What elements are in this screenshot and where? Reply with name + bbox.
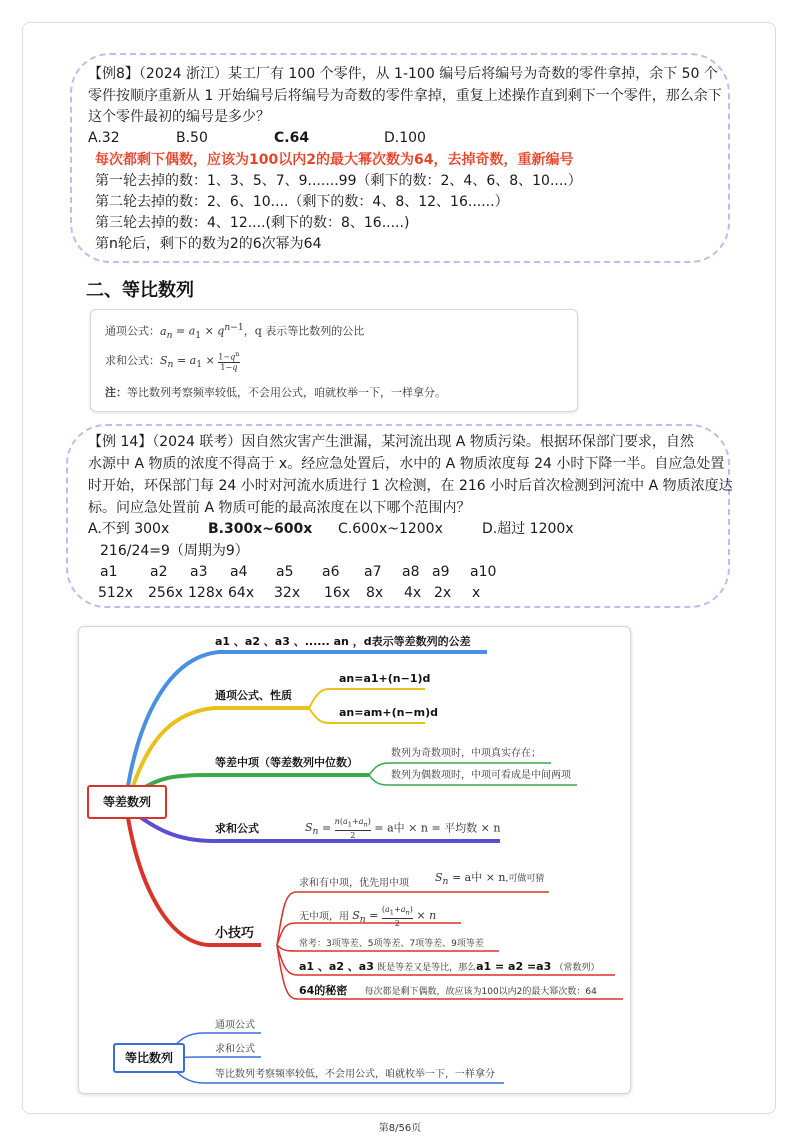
ex8-option-d: D.100 [384,130,426,146]
formula-note-text: 等比数列考察频率较低，不会用公式，咱就枚举一下，一样拿分。 [127,386,446,399]
mindmap-root-arithmetic: 等差数列 [87,785,167,819]
ex8-option-a: A.32 [88,130,120,146]
formula-card [90,309,578,412]
sum-formula: 求和公式：$S_n = a_1$ × $\frac{1-q^n}{1-q}$ [105,350,240,372]
mm-b3b: 数列为偶数项时，中项可看成是中间两项 [391,770,571,781]
ex14-term: a1 [100,564,118,580]
ex8-round-n: 第n轮后，剩下的数为2的6次幂为64 [95,236,322,252]
mm-b5c: 常考：3项等差、5项等差、7项等差、9项等差 [299,939,484,949]
ex14-term: a2 [150,564,168,580]
mm-b1: a1 、a2 、a3 、...... an ，d表示等差数列的公差 [215,635,471,648]
mm-b5b-label: 无中项，用 [299,911,349,923]
mm-b5b: 无中项，用 $S_n$ = $\frac{(a_1+a_n)}{2}$ × n [299,905,437,928]
ex14-value: 64x [228,585,255,601]
mm-b3a: 数列为奇数项时，中项真实存在； [391,748,541,759]
ex8-round-2: 第二轮去掉的数：2、6、10....（剩下的数：4、8、12、16......） [95,194,509,210]
formula-note-label: 注： [105,386,127,399]
ex14-value: 2x [434,585,452,601]
mm-c2: 求和公式 [215,1044,255,1055]
ex14-value: x [472,585,481,601]
mindmap-card [78,626,631,1094]
mm-b5e [299,984,597,999]
ex14-question-line3: 时开始，环保部门每 24 小时对河流水质进行 1 次检测，在 216 小时后首次检测到河流中 A 物质浓度达 [88,478,733,494]
mm-b5: 小技巧 [215,926,255,941]
ex14-question-line4: 标。问应急处置前 A 物质可能的最高浓度在以下哪个范围内？ [88,500,471,516]
mm-b2a: an=a1+(n−1)d [339,672,431,685]
mm-b5d-terms: a1 、a2 、a3 [299,960,374,973]
ex14-term: a10 [470,564,497,580]
formula-note [105,384,446,400]
mm-b4-formula: $S_n$ = $\frac{n(a_1+a_n)}{2}$ = a中 × n = 平均数 × n [305,817,501,840]
ex8-question-line3: 这个零件最初的编号是多少？ [88,109,270,125]
ex14-option-c: C.600x~1200x [338,521,443,537]
general-formula: 通项公式：$a_n = a_1 \times q^{n-1}$，q 表示等比数列的公比 [105,322,365,341]
mm-b4-expr: = a中 × n = 平均数 × n [374,821,501,835]
ex14-option-a: A.不到 300x [88,521,170,537]
ex14-term: a9 [432,564,450,580]
ex8-option-b: B.50 [176,130,208,146]
ex14-term: a7 [364,564,382,580]
mm-b5e-title: 64的秘密 [299,984,348,997]
mm-b5e-text: 每次都是剩下偶数，故应该为100以内2的最大幂次数：64 [364,987,597,997]
mm-b5d-eq: a1 = a2 =a3 [476,960,552,973]
mm-b5a-tail: 可做可猜 [508,874,545,884]
mm-b3: 等差中项（等差数列中位数） [215,756,358,769]
ex8-question-line1: 【例8】（2024 浙江）某工厂有 100 个零件，从 1-100 编号后将编号为奇数的零件拿掉，余下 50 个 [88,66,718,82]
section-title: 二、等比数列 [86,280,194,301]
mm-b5a-expr: = a中 × n [451,871,506,884]
general-formula-label: 通项公式： [105,324,160,338]
ex14-option-b: B.300x~600x [208,521,313,537]
mm-b5a: 求和有中项，优先用中项 [299,878,409,889]
mm-c3: 等比数列考察频率较低，不会用公式，咱就枚举一下，一样拿分 [215,1069,495,1080]
ex8-option-c: C.64 [274,130,310,146]
ex14-term: a5 [276,564,294,580]
ex14-value: 256x [148,585,184,601]
ex14-calc: 216/24=9（周期为9） [100,543,249,559]
ex14-term: a6 [322,564,340,580]
ex14-value: 512x [98,585,134,601]
ex8-round-1: 第一轮去掉的数：1、3、5、7、9.......99（剩下的数：2、4、6、8、10....） [95,173,582,189]
branch-green [137,775,369,792]
ex8-key-note: 每次都剩下偶数，应该为100以内2的最大幂次数为64，去掉奇数，重新编号 [95,152,574,168]
ex14-option-d: D.超过 1200x [482,521,574,537]
ex14-question-line2: 水源中 A 物质的浓度不得高于 x。经应急处置后，水中的 A 物质浓度每 24 小时下降一半。自应急处置 [88,456,725,472]
ex14-value: 128x [188,585,224,601]
ex14-term: a4 [230,564,248,580]
ex14-term: a8 [402,564,420,580]
ex14-value: 16x [324,585,351,601]
ex14-value: 4x [404,585,422,601]
mm-b5a-formula: $S_n = a$中 × n,可做可猜 [435,871,545,888]
mm-b5d [299,960,599,975]
ex8-round-3: 第三轮去掉的数：4、12....(剩下的数：8、16.....) [95,215,410,231]
mindmap-root-geometric: 等比数列 [113,1043,185,1073]
ex14-value: 8x [366,585,384,601]
ex8-question-line2: 零件按顺序重新从 1 开始编号后将编号为奇数的零件拿掉，重复上述操作直到剩下一个零件，那么余下 [88,88,722,104]
mm-c1: 通项公式 [215,1020,255,1031]
ex14-value: 32x [274,585,301,601]
page-footer: 第8/56页 [378,1123,422,1134]
mm-b5d-tail: （常数列） [554,963,600,973]
sum-formula-label: 求和公式： [105,353,160,367]
mm-b2b: an=am+(n−m)d [339,706,439,719]
mm-b4: 求和公式 [215,822,259,835]
general-formula-note: ，q 表示等比数列的公比 [243,324,365,338]
mm-b5d-text: 既是等差又是等比，那么 [377,963,477,973]
ex14-term: a3 [190,564,208,580]
mindmap-branches [79,627,631,1094]
mm-b2: 通项公式、性质 [215,689,292,702]
ex14-question-line1: 【例 14】（2024 联考）因自然灾害产生泄漏，某河流出现 A 物质污染。根据环保部门要求，自然 [88,434,694,450]
